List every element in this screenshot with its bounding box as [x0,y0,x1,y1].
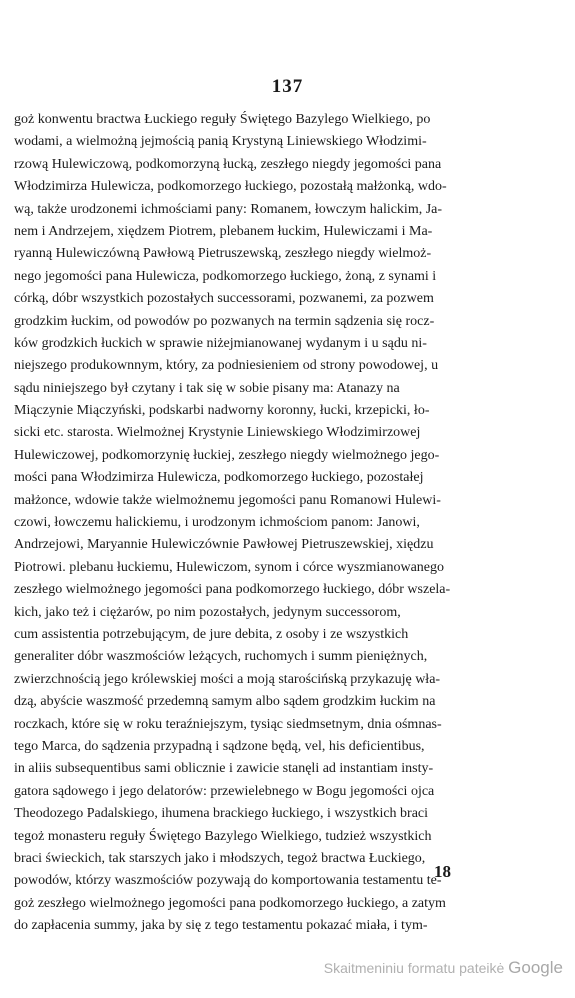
text-line: Theodozego Padalskiego, ihumena brackiego łuckiego, i wszystkich braci [14,806,429,822]
text-line: sądu niniejszego był czytany i tak się w sobie pisany ma: Atanazy na [14,380,400,396]
text-line: mości pana Włodzimirza Hulewicza, podkomorzego łuckiego, pozostałej [14,470,424,486]
text-line: cum assistentia potrzebującym, de jure debita, z osoby i ze wszystkich [14,626,409,642]
text-line: ryanną Hulewiczówną Pawłową Pietruszewską, zeszłego niegdy wielmoż- [14,246,432,262]
text-line: braci świeckich, tak starszych jako i młodszych, tegoż bractwa Łuckiego, [14,850,426,866]
text-line: sicki etc. starosta. Wielmożnej Krystynie Liniewskiego Włodzimirzowej [14,425,421,441]
text-line: tego Marca, do sądzenia przypadną i sądzone będą, vel, his deficientibus, [14,738,425,754]
text-line: tegoż monasteru reguły Świętego Bazylego Wielkiego, tudzież wszystkich [14,828,432,844]
watermark-text: Skaitmeniniu formatu pateikė [323,960,505,976]
text-line: goż konwentu bractwa Łuckiego reguły Świętego Bazylego Wielkiego, po [14,112,431,127]
text-line: niejszego produkownnym, który, za podniesieniem od strony powodowej, u [14,358,439,374]
text-line: nem i Andrzejem, xiędzem Piotrem, plebanem łuckim, Hulewiczami i Ma- [14,223,433,239]
text-line: czowi, łowczemu halickiemu, i urodzonym ichmościom panom: Janowi, [14,515,420,531]
text-line: ków grodzkich łuckich w sprawie niżejmianowanej wydanym i u sądu ni- [14,335,427,351]
text-line: Włodzimirza Hulewicza, podkomorzego łuckiego, pozostałą małżonką, wdo- [14,179,447,195]
text-line: do zapłacenia summy, jaka by się z tego testamentu pokazać miała, i tym- [14,918,428,934]
text-line: Miączynie Miączyński, podskarbi nadworny koronny, łucki, krzepicki, ło- [14,403,430,419]
text-line: małżonce, wdowie także wielmożnemu jegomości panu Romanowi Hulewi- [14,492,441,508]
signature-mark: 18 [434,862,451,881]
text-line: wą, także urodzonemi ichmościami pany: Romanem, łowczym halickim, Ja- [14,201,443,217]
text-line: generaliter dóbr waszmościów leżących, ruchomych i summ pieniężnych, [14,649,428,665]
text-line: goż zeszłego wielmożnego jegomości pana podkomorzego łuckiego, a zatym [14,895,446,911]
text-line: powodów, którzy waszmościów pozywają do komportowania testamentu te- [14,873,442,889]
google-logo-text: Google [508,958,563,977]
text-line: córką, dóbr wszystkich pozostałych successorami, pozwanemi, za pozwem [14,291,434,307]
text-line: zwierzchnością jego królewskiej mości a moją starościńską przykazuję wła- [14,671,441,687]
text-line: Hulewiczowej, podkomorzynię łuckiej, zeszłego niegdy wielmożnego jego- [14,447,440,463]
text-line: rzową Hulewiczową, podkomorzyną łucką, zeszłego niegdy jegomości pana [14,156,442,172]
text-line: Piotrowi. plebanu łuckiemu, Hulewiczom, synom i córce wyszmianowanego [14,559,445,575]
text-line: Andrzejowi, Maryannie Hulewiczównie Pawłowej Pietruszewskiej, xiędzu [14,537,434,553]
text-line: gatora sądowego i jego delatorów: przewielebnego w Bogu jegomości ojca [14,783,435,799]
text-line: roczkach, które się w roku teraźniejszym, tysiąc siedmsetnym, dnia ośmnas- [14,716,442,732]
text-line: wodami, a wielmożną jejmością panią Krystyną Liniewskiego Włodzimi- [14,134,427,150]
text-line: dzą, abyście waszmość przedemną samym albo sądem grodzkim łuckim na [14,694,436,710]
digitization-watermark [324,958,563,978]
text-line: kich, jako też i ciężarów, po nim pozostałych, jedynym successorom, [14,604,401,620]
text-line: zeszłego wielmożnego jegomości pana podkomorzego łuckiego, dóbr wszela- [14,582,451,598]
text-line: nego jegomości pana Hulewicza, podkomorzego łuckiego, żoną, z synami i [14,268,437,284]
text-line: grodzkim łuckim, od powodów po pozwanych na termin sądzenia się rocz- [14,313,435,329]
page-number: 137 [271,76,304,97]
body-text [14,109,557,937]
text-line: in aliis subsequentibus sami oblicznie i zawicie stanęli ad instantiam insty- [14,761,434,777]
